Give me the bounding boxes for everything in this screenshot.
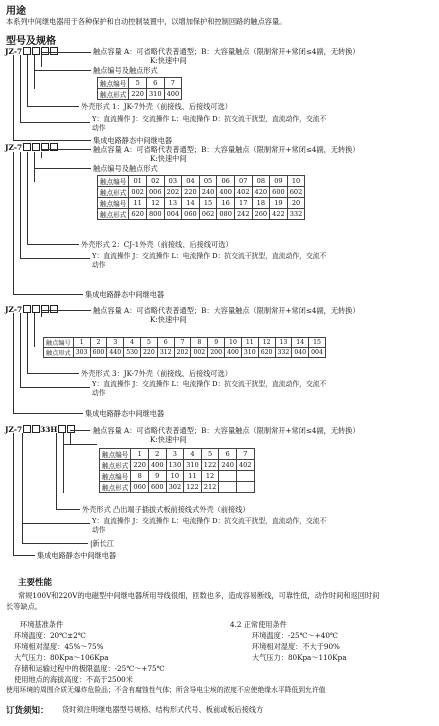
model-code-3: JZ-7: [5, 305, 58, 314]
b1-fast: K:快速中间: [150, 56, 187, 65]
b1-shell: 外壳形式 1：JK-7外壳（前接线、后接线可选）: [81, 102, 232, 111]
performance-title: 主要性能: [18, 578, 53, 588]
left-cond-2: 环境相对湿度：45%～75%: [14, 642, 104, 651]
right-cond-2: 环境相对湿度：不大于90%: [252, 642, 340, 651]
table-row: 触点编号 1 2 3 4 5 6 7 8 9 10 11 12 13 14 15: [44, 338, 326, 348]
left-cond-3: 大气压力：80Kpa～106Kpa: [14, 653, 109, 662]
b3-contact-table: [43, 337, 326, 358]
table-row: 触点形式 620 800 004 060 062 080 242 260 422 332: [98, 209, 305, 220]
usage-text: 本系列中间继电器用于各种保护和自动控制装置中，以增加保护和控制回路的触点容量。: [6, 17, 287, 26]
b1-contact-table: [97, 77, 182, 100]
b4-shell: 外壳形式 凸出端子插拔式板前接线式外壳（前接线）: [82, 505, 250, 514]
b3-shell: 外壳形式 3：JK-7外壳（前接线、后接线可选）: [81, 369, 232, 378]
b1-options-2: 动作: [92, 124, 106, 132]
b1-options-1: Y：直流操作 J：交流操作 L：电流操作 D：抗交流干扰型，直流动作，交流不: [92, 115, 327, 123]
left-cond-4: 存储和运输过程中的极限温度：-25℃～+75℃: [14, 664, 165, 673]
b3-contact-capacity: 触点容量 A：可省略代表普通型；B：大容量触点（限制常开+常闭≤4副，无转换）: [93, 306, 360, 315]
b2-options-2: 动作: [92, 261, 106, 269]
b4-contact-table: [99, 448, 255, 493]
left-cond-5: 使用地点的海拔高度：不高于2500米: [14, 675, 133, 684]
b4-fast: K:快速中间: [150, 435, 187, 444]
b4-options-1: Y：直流操作 J：交流操作 L：电流操作 D：抗交流干扰型，直流动作，交流不: [92, 517, 327, 525]
b3-ic-label: 集成电路静态中间继电器: [85, 290, 165, 299]
right-cond-1: 环境温度：-25℃～+40℃: [252, 631, 338, 640]
model-code-4: JZ-7 33H: [5, 425, 75, 434]
left-cond-title: 环境基准条件: [20, 620, 64, 629]
b1-contact-id-label: 触点编号及触点形式: [93, 66, 158, 75]
model-title: 型号及规格: [6, 36, 56, 47]
usage-title: 用途: [6, 6, 26, 17]
b2-options-1: Y：直流操作 J：交流操作 L：电流操作 D：抗交流干扰型，直流动作，交流不: [92, 252, 327, 260]
table-row: 触点编号 01 02 03 04 05 06 07 08 09 10: [98, 176, 305, 187]
b4-ic-label-2: 集成电路静态中间继电器: [37, 551, 117, 560]
brand-label: |新长江: [90, 539, 114, 548]
b4-ic-label: 集成电路静态中间继电器: [85, 409, 165, 418]
table-row: 触点形式 303 600 440 530 220 312 202 002 200 400 310 620 332 040 004: [44, 348, 326, 358]
table-row: 触点编号 5 6 7: [98, 78, 182, 89]
order-text: 货时须注明继电器型号规格、结构形式代号、板前或板后接线方: [62, 705, 264, 714]
b1-contact-capacity: 触点容量 A：可省略代表普通型；B：大容量触点（限制常开+常闭≤4副，无转换）: [93, 47, 360, 56]
env-note: 使用环境的周围介质无爆炸危险品；不含有腐蚀性气体；所含导电尘埃的浓度不应使绝缘水平降低到允许值: [6, 686, 326, 694]
b2-contact-table: [97, 175, 305, 220]
b2-fast: K:快速中间: [150, 154, 187, 163]
table-row: 触点形式 220 400 130 310 122 240 402: [100, 460, 255, 471]
b4-contact-capacity: 触点容量 A：可省略代表普通型；B：大容量触点（限制常开+常闭≤4副，无转换）: [93, 426, 360, 435]
right-cond-3: 大气压力：80Kpa～110Kpa: [252, 653, 347, 662]
model-code-2: JZ-7: [5, 143, 58, 152]
model-code-1: JZ-7: [5, 47, 58, 56]
right-cond-title: 4.2 正常使用条件: [230, 620, 287, 629]
b2-contact-capacity: 触点容量 A：可省略代表普通型；B：大容量触点（限制常开+常闭≤4副，无转换）: [93, 145, 360, 154]
b2-contact-id-label: 触点编号及触点形式: [93, 164, 158, 173]
table-row: 触点编号 11 12 13 14 15 16 17 18 19 20: [98, 198, 305, 209]
b3-fast: K:快速中间: [150, 315, 187, 324]
b2-ic-label: 集成电路静态中间继电器: [93, 136, 173, 145]
table-row: 触点编号 1 2 3 4 5 6 7: [100, 449, 255, 460]
table-row: 触点编号 8 9 10 11 12: [100, 471, 255, 482]
performance-text-1: 常规100V和220V的电磁型中间继电器所用导线很细，匝数也多，造成容易断线，可靠性低，动作时间和返回时间: [18, 591, 380, 600]
order-title: 订货须知：: [6, 706, 49, 716]
b4-options-2: 动作: [92, 526, 106, 534]
table-row: 触点形式 220 310 400: [98, 89, 182, 100]
performance-text-2: 长等缺点。: [6, 602, 42, 611]
table-row: 触点形式 002 006 202 220 240 400 402 420 600 602: [98, 187, 305, 198]
b3-options-2: 动作: [92, 389, 106, 397]
b2-shell: 外壳形式 2：CJ-1外壳（前接线、后接线可选）: [81, 240, 233, 249]
left-cond-1: 环境温度：20℃±2℃: [14, 631, 86, 640]
b3-options-1: Y：直流操作 J：交流操作 L：电流操作 D：抗交流干扰型，直流动作，交流不: [92, 380, 327, 388]
table-row: 触点形式 060 600 302 122 212: [100, 482, 255, 493]
